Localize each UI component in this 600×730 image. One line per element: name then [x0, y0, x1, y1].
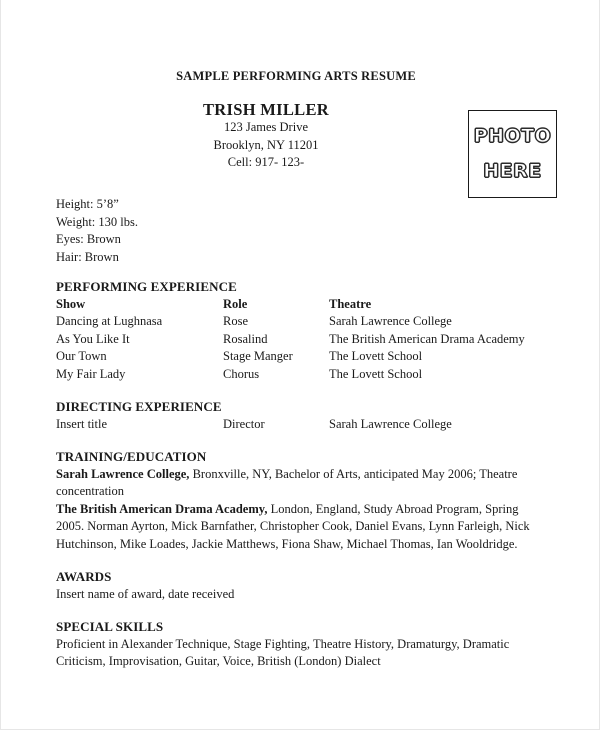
- photo-placeholder-line2: HERE: [483, 159, 542, 182]
- section-spacer: [56, 603, 548, 618]
- section-spacer: [56, 383, 548, 398]
- cell-role: Chorus: [223, 366, 260, 381]
- cell-theatre: Sarah Lawrence College: [329, 314, 452, 328]
- cell-show: My Fair Lady: [56, 366, 126, 381]
- cell-show: As You Like It: [56, 331, 130, 346]
- section-spacer: [56, 433, 548, 448]
- cell-show: Insert title: [56, 416, 108, 431]
- performing-experience-header-row: [56, 296, 548, 314]
- candidate-phone: Cell: 917- 123-: [227, 155, 305, 169]
- special-skills-body: Proficient in Alexander Technique, Stage Fighting, Theatre History, Dramaturgy, Dramatic Criticism, Improvisation, Guitar, Voice, British (London) Dialect: [56, 636, 510, 668]
- candidate-address: 123 James Drive: [223, 120, 308, 134]
- training-entry-details: London, England, Study Abroad Program, Spring 2005. Norman Ayrton, Mick Barnfather, Christopher Cook, Daniel Evans, Lynn Farleigh, Nick Hutchinson, Mike Loades, Jackie Matthews, Fiona Shaw, Michael Thomas, Ian Wooldridge.: [56, 501, 530, 551]
- column-header-role: Role: [223, 296, 248, 311]
- candidate-name: TRISH MILLER: [202, 100, 329, 119]
- stat-weight: Weight: 130 lbs.: [56, 214, 138, 229]
- awards-body: Insert name of award, date received: [56, 586, 235, 601]
- photo-placeholder-line1: PHOTO: [473, 124, 552, 147]
- cell-role: Rosalind: [223, 331, 268, 346]
- physical-stats: [56, 196, 138, 266]
- column-header-show: Show: [56, 296, 86, 311]
- training-entry-details: Bronxville, NY, Bachelor of Arts, anticipated May 2006; Theatre concentration: [56, 466, 518, 498]
- cell-show: Our Town: [56, 349, 107, 363]
- stat-height: Height: 5’8”: [56, 197, 119, 211]
- section-heading-special-skills: SPECIAL SKILLS: [56, 619, 164, 634]
- stat-eyes: Eyes: Brown: [56, 232, 121, 246]
- training-entry: [56, 501, 548, 554]
- table-row: [56, 416, 548, 434]
- cell-show: Dancing at Lughnasa: [56, 314, 163, 328]
- cell-theatre: The Lovett School: [329, 366, 423, 381]
- cell-role: Director: [223, 416, 265, 431]
- table-row: [56, 331, 548, 349]
- training-entry-institution: Sarah Lawrence College,: [56, 466, 190, 481]
- table-row: [56, 348, 548, 366]
- section-heading-training-education: TRAINING/EDUCATION: [56, 449, 207, 464]
- section-heading-directing-experience: DIRECTING EXPERIENCE: [56, 399, 222, 414]
- stat-hair: Hair: Brown: [56, 249, 119, 264]
- training-entry-institution: The British American Drama Academy,: [56, 501, 268, 516]
- cell-theatre: The Lovett School: [329, 349, 423, 363]
- candidate-city-state-zip: Brooklyn, NY 11201: [213, 137, 319, 152]
- page-title: SAMPLE PERFORMING ARTS RESUME: [176, 69, 416, 83]
- column-header-theatre: Theatre: [329, 296, 372, 311]
- table-row: [56, 313, 548, 331]
- cell-role: Rose: [223, 314, 248, 328]
- section-heading-performing-experience: PERFORMING EXPERIENCE: [56, 279, 237, 294]
- training-entry: [56, 466, 548, 501]
- cell-theatre: The British American Drama Academy: [329, 331, 525, 346]
- table-row: [56, 366, 548, 384]
- resume-body: [56, 278, 548, 671]
- section-heading-awards: AWARDS: [56, 569, 112, 584]
- cell-role: Stage Manger: [223, 349, 293, 363]
- section-spacer: [56, 553, 548, 568]
- photo-placeholder-box: [468, 110, 557, 198]
- cell-theatre: Sarah Lawrence College: [329, 416, 452, 431]
